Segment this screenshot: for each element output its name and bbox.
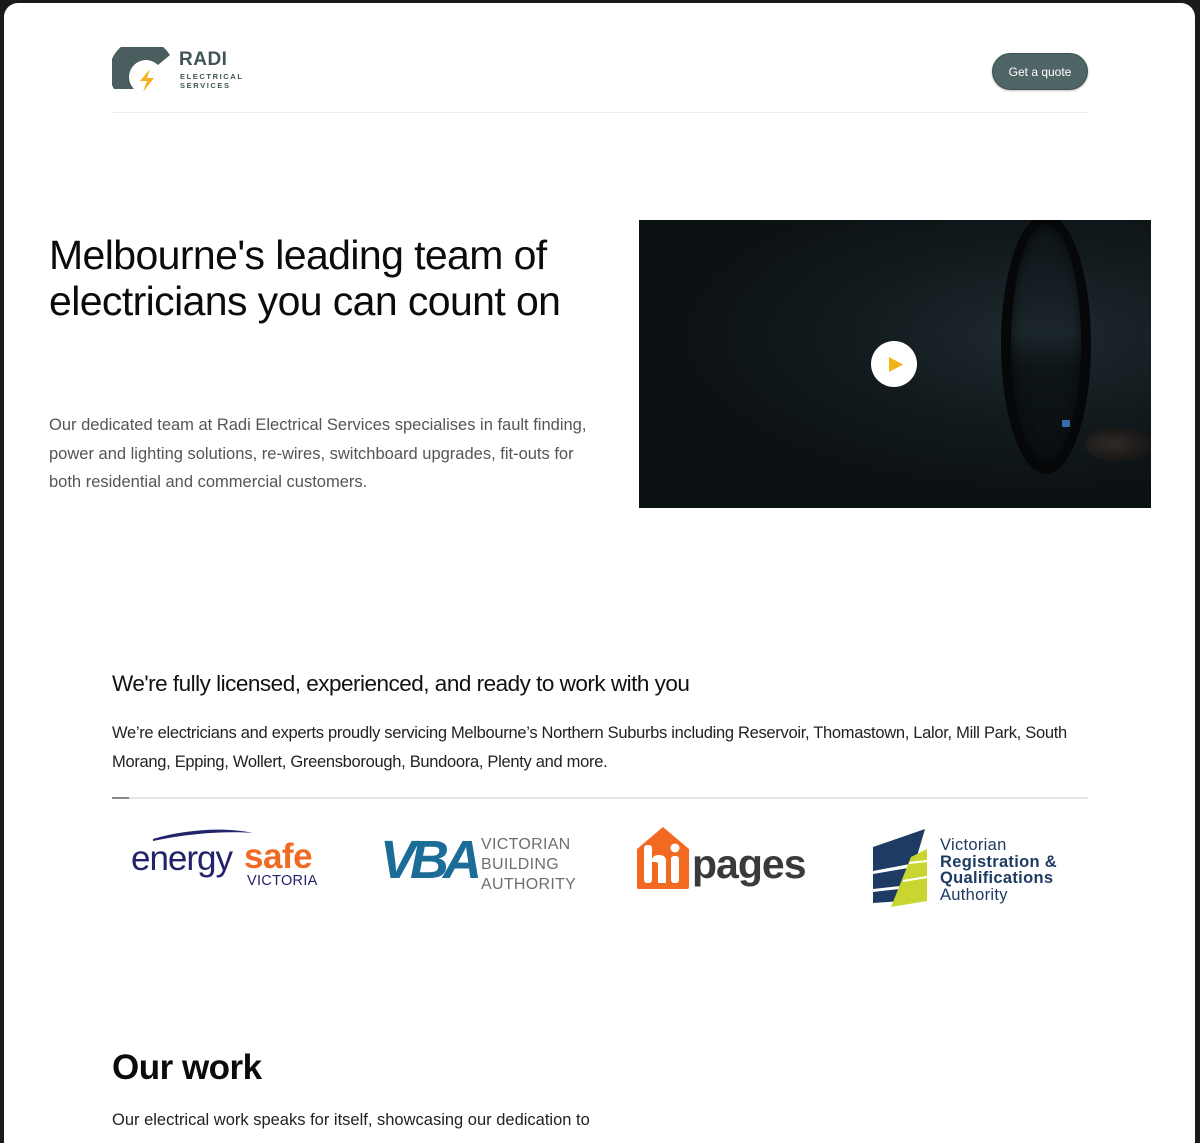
vrqa-line2: Registration &: [940, 852, 1057, 871]
hero-video[interactable]: [639, 220, 1151, 508]
logo-hipages: [634, 825, 824, 915]
our-work-description: Our electrical work speaks for itself, showcasing our dedication to: [112, 1111, 590, 1129]
logo-subtitle: [180, 72, 244, 90]
arc-lightning-icon: [112, 47, 174, 95]
licensed-section-description: We’re electricians and experts proudly servicing Melbourne’s Northern Suburbs including Reservoir, Thomastown, Lalor, Mill Park, South Morang, Epping, Wollert, Greensborough, Bundoora, Plenty and more.: [112, 724, 1067, 771]
logo-carousel-scrollbar-thumb[interactable]: [112, 797, 129, 799]
logo-energy-safe-victoria: [131, 825, 331, 915]
hipages-house-icon: [634, 825, 692, 891]
vba-line3: AUTHORITY: [481, 876, 577, 893]
vrqa-line4: Authority: [940, 885, 1008, 904]
video-hand-image: [1085, 426, 1151, 462]
site-logo[interactable]: [112, 47, 252, 93]
logo-subtitle-line2: SERVICES: [180, 81, 231, 90]
vba-wordmark: [481, 835, 576, 895]
vrqa-emblem-icon: [869, 827, 931, 909]
vrqa-line3: Qualifications: [940, 869, 1054, 887]
hero-description: Our dedicated team at Radi Electrical Services specialises in fault finding, power and lighting solutions, re-wires, switchboard upgrades, fit-outs for both residential and commercial customers.: [49, 416, 587, 491]
licensed-section-title: We're fully licensed, experienced, and ready to work with you: [112, 671, 690, 696]
vba-line2: BUILDING: [481, 856, 559, 873]
logo-subtitle-line1: ELECTRICAL: [180, 72, 244, 81]
hipages-word-pages: pages: [692, 841, 806, 887]
get-a-quote-button[interactable]: Get a quote: [992, 53, 1088, 90]
vba-line1: VICTORIAN: [481, 836, 571, 853]
logo-title: RADI: [179, 49, 228, 70]
video-led-display: [1062, 420, 1070, 427]
logo-carousel-scrollbar[interactable]: [112, 797, 1088, 799]
vba-mark: VBA: [380, 830, 477, 890]
vrqa-line1: Victorian: [940, 836, 1007, 854]
video-mirror-image: [1001, 220, 1091, 474]
energy-safe-word-safe: safe: [244, 837, 313, 876]
site-header: [112, 3, 1088, 113]
play-button[interactable]: [871, 341, 917, 387]
our-work-title: Our work: [112, 1048, 262, 1087]
logo-vrqa: [869, 825, 1089, 915]
hero-title: Melbourne's leading team of electricians you can count on: [49, 232, 561, 324]
play-icon: [889, 357, 903, 372]
logo-victorian-building-authority: [380, 825, 580, 915]
browser-window: [4, 3, 1195, 1143]
energy-safe-word-victoria: VICTORIA: [247, 873, 318, 889]
vrqa-wordmark: [940, 837, 1057, 903]
energy-safe-word-energy: energy: [131, 839, 233, 878]
